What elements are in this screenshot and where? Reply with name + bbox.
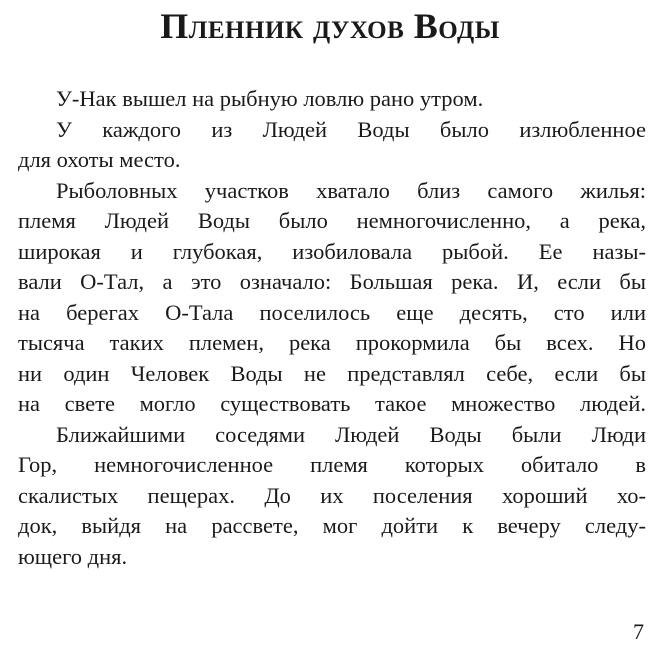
text-line: У-Нак вышел на рыбную ловлю рано утром.	[56, 86, 484, 111]
text-line: вали О-Тал, а это означало: Большая река. И, если бы	[18, 269, 646, 294]
text-line: на берегах О-Тала поселилось еще десять, сто или	[18, 299, 646, 325]
text-line: широкая и глубокая, изобиловала рыбой. Ее назы-	[18, 238, 646, 264]
text-line: Рыболовных участков хватало близ самого жилья:	[56, 177, 646, 203]
text-line: на свете могло существовать такое множество людей.	[18, 391, 646, 416]
text-line: скалистых пещерах. До их поселения хороший хо-	[18, 482, 646, 508]
text-line: для охоты место.	[18, 147, 181, 172]
text-line: Ближайшими соседями Людей Воды были Люди	[56, 421, 646, 447]
text-line: Гор, немногочисленное племя которых обитало в	[18, 452, 646, 477]
text-line: У каждого из Людей Воды было излюбленное	[56, 116, 646, 142]
text-line: док, выйдя на рассвете, мог дойти к вечеру следу-	[18, 513, 646, 538]
text-line: ни один Человек Воды не представлял себе, если бы	[18, 360, 646, 386]
text-line: племя Людей Воды было немногочисленно, а река,	[18, 208, 646, 233]
text-line: тысяча таких племен, река прокормила бы всех. Но	[18, 330, 646, 355]
chapter-title: Пленник духов Воды	[160, 6, 500, 46]
body-text	[18, 84, 646, 572]
page-number: 7	[633, 619, 644, 644]
text-line: ющего дня.	[18, 543, 128, 569]
